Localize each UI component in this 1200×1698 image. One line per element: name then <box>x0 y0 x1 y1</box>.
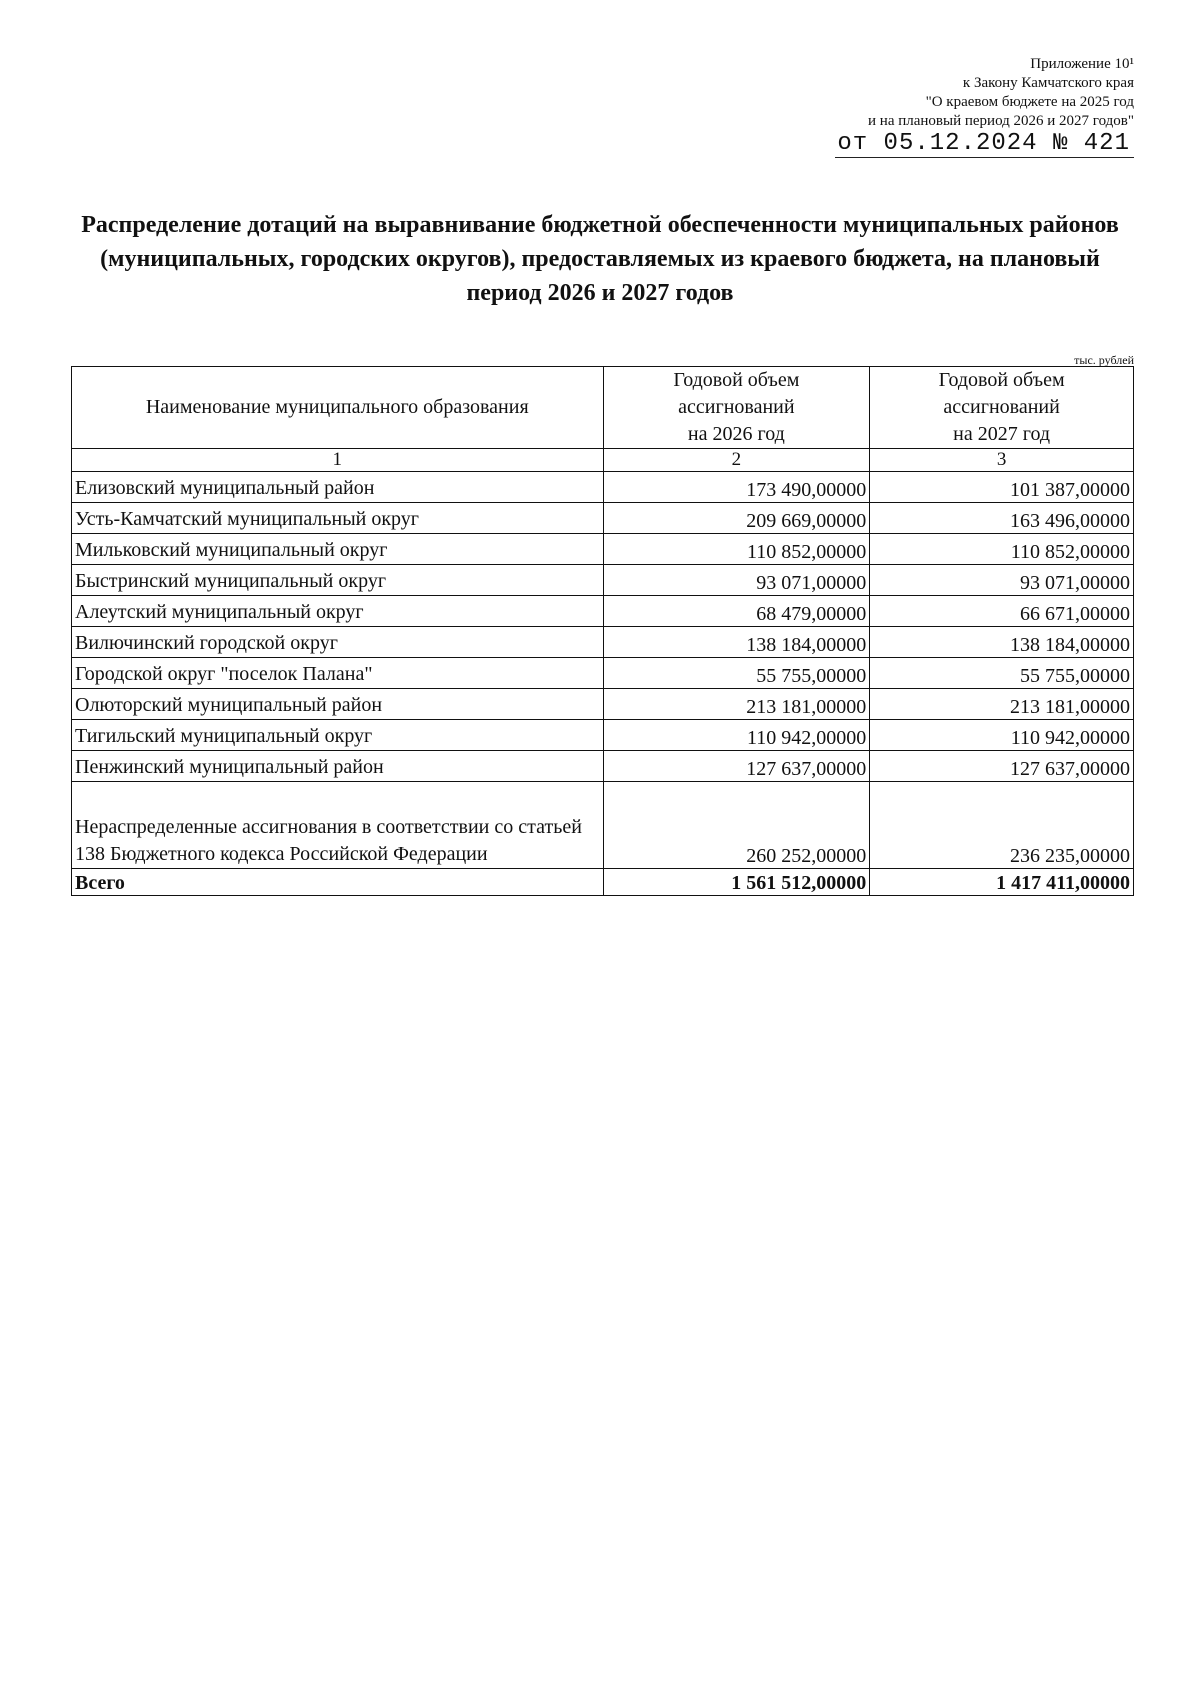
row-name: Пенжинский муниципальный район <box>72 751 604 782</box>
row-value-2026: 93 071,00000 <box>603 565 870 596</box>
total-value-2026: 1 561 512,00000 <box>603 869 870 896</box>
row-value-2026: 127 637,00000 <box>603 751 870 782</box>
table-row <box>72 689 1134 720</box>
table-row <box>72 596 1134 627</box>
row-value-2026: 138 184,00000 <box>603 627 870 658</box>
appendix-line: Приложение 10¹ <box>1030 56 1134 72</box>
row-name: Тигильский муниципальный округ <box>72 720 604 751</box>
row-name: Усть-Камчатский муниципальный округ <box>72 503 604 534</box>
column-number: 2 <box>603 449 870 472</box>
appendix-line: к Закону Камчатского края <box>962 75 1134 91</box>
table-row <box>72 627 1134 658</box>
header-line: на 2027 год <box>953 423 1051 445</box>
row-name: Нераспределенные ассигнования в соответствии со статьей 138 Бюджетного кодекса Российской Федерации <box>72 782 604 869</box>
table-row <box>72 720 1134 751</box>
column-number-row <box>72 449 1134 472</box>
row-value-2027: 110 942,00000 <box>870 720 1134 751</box>
table-row <box>72 782 1134 869</box>
row-value-2026: 209 669,00000 <box>603 503 870 534</box>
total-value-2027: 1 417 411,00000 <box>870 869 1134 896</box>
table-row <box>72 534 1134 565</box>
row-name: Елизовский муниципальный район <box>72 472 604 503</box>
row-value-2026: 213 181,00000 <box>603 689 870 720</box>
table-row <box>72 658 1134 689</box>
header-2027 <box>870 367 1134 449</box>
table-row <box>72 503 1134 534</box>
row-value-2026: 173 490,00000 <box>603 472 870 503</box>
row-value-2027: 110 852,00000 <box>870 534 1134 565</box>
row-name: Городской округ "поселок Палана" <box>72 658 604 689</box>
table-row <box>72 472 1134 503</box>
law-date-number: от 05.12.2024 № 421 <box>835 131 1134 158</box>
budget-table <box>71 366 1134 896</box>
appendix-line: "О краевом бюджете на 2025 год <box>925 94 1134 110</box>
row-value-2027: 55 755,00000 <box>870 658 1134 689</box>
row-value-2027: 101 387,00000 <box>870 472 1134 503</box>
column-number: 3 <box>870 449 1134 472</box>
row-name: Олюторский муниципальный район <box>72 689 604 720</box>
table-header-row <box>72 367 1134 449</box>
header-line: Годовой объем <box>673 369 800 391</box>
row-value-2026: 260 252,00000 <box>603 782 870 869</box>
header-line: ассигнований <box>943 396 1060 418</box>
row-value-2026: 110 852,00000 <box>603 534 870 565</box>
row-value-2027: 236 235,00000 <box>870 782 1134 869</box>
row-name: Вилючинский городской округ <box>72 627 604 658</box>
header-line: на 2026 год <box>687 423 785 445</box>
header-2026 <box>603 367 870 449</box>
row-value-2027: 213 181,00000 <box>870 689 1134 720</box>
header-name: Наименование муниципального образования <box>72 367 604 449</box>
table-row <box>72 565 1134 596</box>
row-name: Быстринский муниципальный округ <box>72 565 604 596</box>
header-line: Годовой объем <box>938 369 1065 391</box>
row-value-2026: 55 755,00000 <box>603 658 870 689</box>
appendix-line: и на плановый период 2026 и 2027 годов" <box>868 113 1134 129</box>
row-value-2027: 138 184,00000 <box>870 627 1134 658</box>
row-value-2026: 68 479,00000 <box>603 596 870 627</box>
row-value-2027: 127 637,00000 <box>870 751 1134 782</box>
total-row <box>72 869 1134 896</box>
total-label: Всего <box>72 869 604 896</box>
row-name: Мильковский муниципальный округ <box>72 534 604 565</box>
column-number: 1 <box>72 449 604 472</box>
units-label: тыс. рублей <box>1074 353 1134 367</box>
row-value-2027: 163 496,00000 <box>870 503 1134 534</box>
row-name: Алеутский муниципальный округ <box>72 596 604 627</box>
header-line: ассигнований <box>678 396 795 418</box>
table-row <box>72 751 1134 782</box>
row-value-2027: 66 671,00000 <box>870 596 1134 627</box>
row-value-2027: 93 071,00000 <box>870 565 1134 596</box>
row-value-2026: 110 942,00000 <box>603 720 870 751</box>
document-title: Распределение дотаций на выравнивание бюджетной обеспеченности муниципальных районов (муниципальных, городских округов), предоставляемых из краевого бюджета, на плановый период 2026 и 2027 годов <box>81 212 1119 306</box>
appendix-header <box>714 55 1134 158</box>
